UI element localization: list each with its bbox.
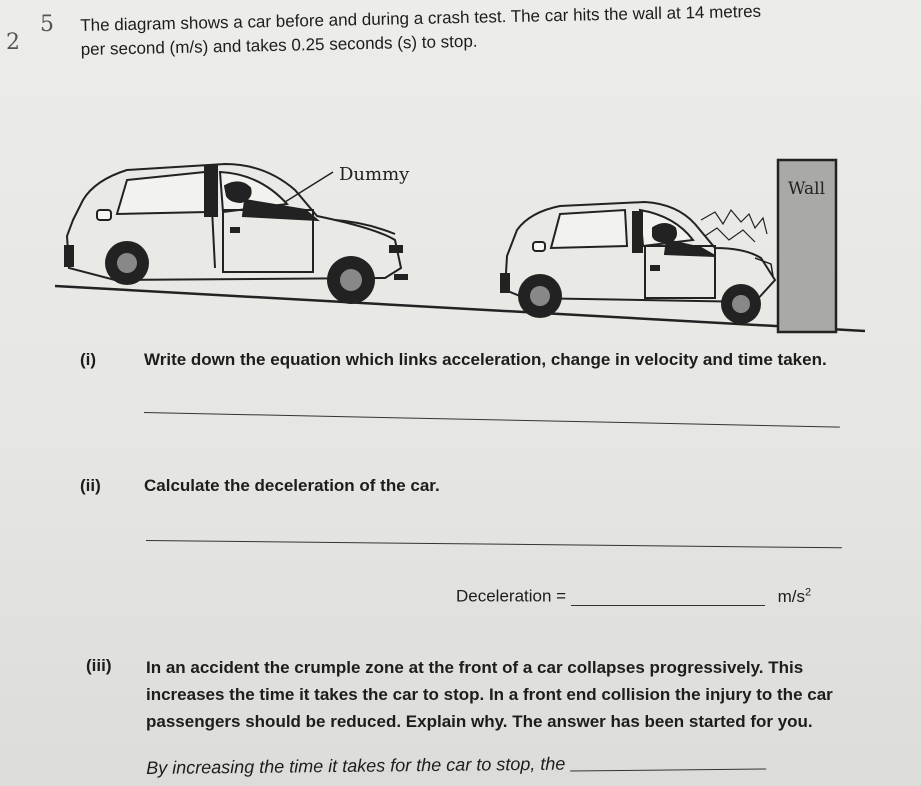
dummy-label: Dummy	[339, 164, 410, 185]
question-iii-number: (iii)	[86, 656, 112, 675]
deceleration-unit: $m/s^2$	[777, 586, 812, 606]
deceleration-answer	[456, 580, 876, 609]
question-ii-number: (ii)	[80, 476, 101, 495]
question-iii-line-3: passengers should be reduced. Explain why. The answer has been started for you.	[146, 712, 813, 731]
question-iii-line-1: In an accident the crumple zone at the front of a car collapses progressively. This	[146, 658, 804, 677]
question-iii-line-2: increases the time it takes the car to stop. In a front end collision the injury to the car	[146, 685, 833, 704]
answer-start	[146, 748, 906, 781]
intro-paragraph	[80, 0, 901, 62]
answer-line-i[interactable]	[144, 412, 840, 428]
deceleration-input-line[interactable]	[571, 587, 765, 606]
crash-test-diagram	[55, 150, 875, 340]
answer-line-iii[interactable]	[570, 755, 766, 772]
question-ii-text: Calculate the deceleration of the car.	[144, 476, 440, 495]
question-i-text: Write down the equation which links acceleration, change in velocity and time taken.	[144, 350, 827, 369]
answer-start-text: By increasing the time it takes for the car to stop, the	[146, 753, 566, 778]
margin-mark-side: 2	[6, 30, 20, 55]
question-i-number: (i)	[80, 350, 97, 369]
intro-line-2: per second (m/s) and takes 0.25 seconds (s) to stop.	[80, 31, 478, 59]
answer-line-ii[interactable]	[146, 540, 842, 548]
wall	[778, 160, 836, 332]
intro-line-1: The diagram shows a car before and during a crash test. The car hits the wall at 14 metres	[80, 1, 762, 35]
wall-label: Wall	[788, 179, 826, 199]
margin-mark-top: 5	[40, 12, 54, 37]
deceleration-label: Deceleration =	[456, 586, 567, 606]
